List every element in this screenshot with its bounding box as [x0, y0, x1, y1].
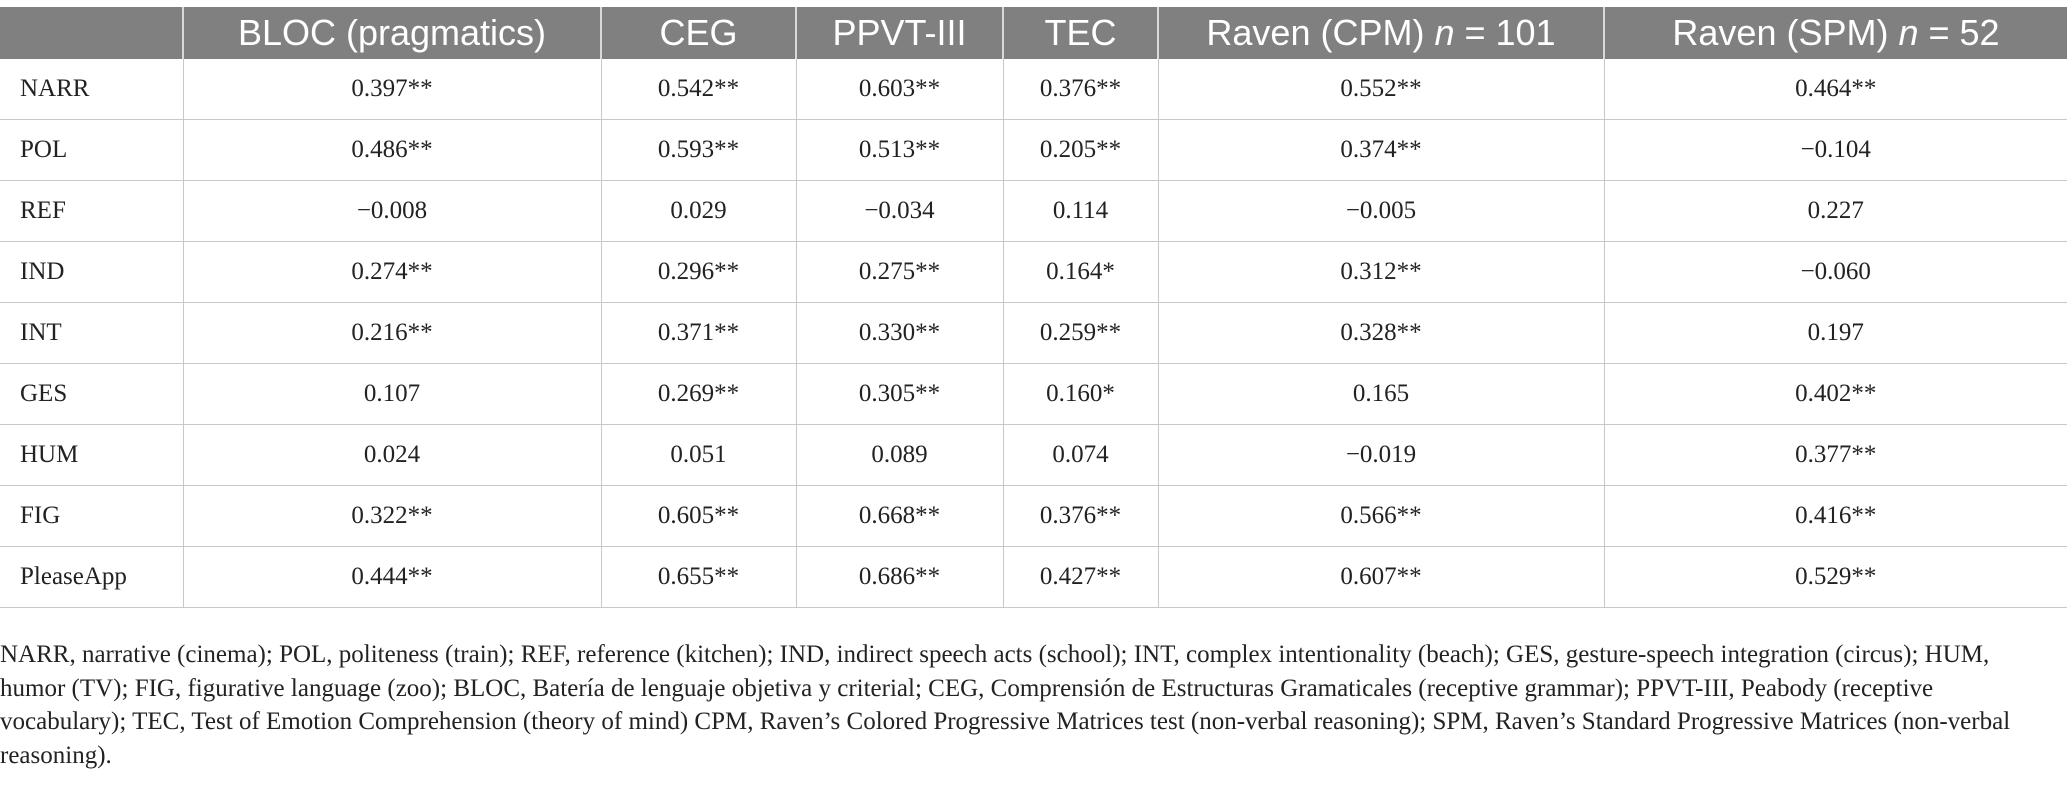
- row-label: INT: [0, 303, 183, 364]
- table-row: [0, 486, 2067, 547]
- table-cell: 0.464**: [1604, 59, 2067, 120]
- table-row: [0, 181, 2067, 242]
- row-label: FIG: [0, 486, 183, 547]
- table-cell: 0.371**: [601, 303, 796, 364]
- table-cell: 0.114: [1003, 181, 1158, 242]
- table-row: [0, 303, 2067, 364]
- table-cell: 0.376**: [1003, 59, 1158, 120]
- table-row: [0, 242, 2067, 303]
- header-text: CEG: [659, 12, 738, 53]
- table-row: [0, 547, 2067, 608]
- table-cell: 0.322**: [183, 486, 601, 547]
- table-cell: 0.444**: [183, 547, 601, 608]
- table-cell: −0.104: [1604, 120, 2067, 181]
- header-suffix: = 52: [1918, 12, 2000, 53]
- table-cell: 0.107: [183, 364, 601, 425]
- table-cell: 0.275**: [796, 242, 1003, 303]
- header-text: Raven (CPM): [1206, 12, 1435, 53]
- table-cell: 0.668**: [796, 486, 1003, 547]
- table-cell: 0.274**: [183, 242, 601, 303]
- table-cell: 0.607**: [1158, 547, 1604, 608]
- table-cell: 0.328**: [1158, 303, 1604, 364]
- header-text: PPVT-III: [832, 12, 967, 53]
- row-label: NARR: [0, 59, 183, 120]
- row-label: HUM: [0, 425, 183, 486]
- table-cell: 0.566**: [1158, 486, 1604, 547]
- table-body: [0, 59, 2067, 608]
- table-cell: 0.216**: [183, 303, 601, 364]
- table-cell: 0.552**: [1158, 59, 1604, 120]
- row-label: GES: [0, 364, 183, 425]
- header-cell-raven-cpm: [1158, 7, 1604, 59]
- table-cell: 0.205**: [1003, 120, 1158, 181]
- table-cell: 0.513**: [796, 120, 1003, 181]
- header-cell-raven-spm: [1604, 7, 2067, 59]
- header-cell-bloc: [183, 7, 601, 59]
- table-cell: 0.655**: [601, 547, 796, 608]
- header-cell-ppvt: [796, 7, 1003, 59]
- table-cell: 0.259**: [1003, 303, 1158, 364]
- table-cell: 0.486**: [183, 120, 601, 181]
- table-cell: 0.089: [796, 425, 1003, 486]
- header-cell-ceg: [601, 7, 796, 59]
- table-header: [0, 7, 2067, 59]
- table-cell: 0.269**: [601, 364, 796, 425]
- table-cell: 0.160*: [1003, 364, 1158, 425]
- header-cell-tec: [1003, 7, 1158, 59]
- table-cell: 0.376**: [1003, 486, 1158, 547]
- row-label: IND: [0, 242, 183, 303]
- table-cell: 0.397**: [183, 59, 601, 120]
- header-suffix: = 101: [1454, 12, 1556, 53]
- table-cell: 0.165: [1158, 364, 1604, 425]
- table-footnote: NARR, narrative (cinema); POL, politeness (train); REF, reference (kitchen); IND, indirect speech acts (school); INT, complex intentionality (beach); GES, gesture-speech integration (circus); HUM, humor (TV); FIG, figurative language (zoo); BLOC, Batería de lenguaje objetiva y criterial; CEG, Comprensión de Estructuras Gramaticales (receptive grammar); PPVT-III, Peabody (receptive vocabulary); TEC, Test of Emotion Comprehension (theory of mind) CPM, Raven’s Colored Progressive Matrices test (non-verbal reasoning); SPM, Raven’s Standard Progressive Matrices (non-verbal reasoning).: [0, 641, 2011, 769]
- header-cell-0: [0, 7, 183, 59]
- table-cell: 0.197: [1604, 303, 2067, 364]
- table-cell: 0.416**: [1604, 486, 2067, 547]
- row-label: POL: [0, 120, 183, 181]
- table-cell: 0.164*: [1003, 242, 1158, 303]
- table-cell: −0.019: [1158, 425, 1604, 486]
- table-cell: 0.542**: [601, 59, 796, 120]
- header-n: n: [1898, 12, 1919, 53]
- header-row: [0, 7, 2067, 59]
- header-text: TEC: [1044, 12, 1117, 53]
- row-label: REF: [0, 181, 183, 242]
- table-cell: 0.330**: [796, 303, 1003, 364]
- table-cell: 0.605**: [601, 486, 796, 547]
- table-row: [0, 425, 2067, 486]
- table-cell: 0.603**: [796, 59, 1003, 120]
- table-cell: 0.051: [601, 425, 796, 486]
- table-cell: −0.060: [1604, 242, 2067, 303]
- table-cell: 0.374**: [1158, 120, 1604, 181]
- table-row: [0, 120, 2067, 181]
- table-cell: 0.029: [601, 181, 796, 242]
- table-row: [0, 59, 2067, 120]
- row-label: PleaseApp: [0, 547, 183, 608]
- table-cell: 0.312**: [1158, 242, 1604, 303]
- header-n: n: [1434, 12, 1455, 53]
- table-cell: 0.305**: [796, 364, 1003, 425]
- table-cell: 0.686**: [796, 547, 1003, 608]
- table-cell: 0.227: [1604, 181, 2067, 242]
- table-cell: 0.427**: [1003, 547, 1158, 608]
- table-cell: 0.529**: [1604, 547, 2067, 608]
- table-cell: 0.402**: [1604, 364, 2067, 425]
- table-row: [0, 364, 2067, 425]
- table-cell: 0.377**: [1604, 425, 2067, 486]
- table-cell: 0.074: [1003, 425, 1158, 486]
- correlation-table: [0, 7, 2067, 608]
- header-text: Raven (SPM): [1672, 12, 1899, 53]
- table-cell: 0.024: [183, 425, 601, 486]
- table-cell: −0.008: [183, 181, 601, 242]
- table-cell: 0.593**: [601, 120, 796, 181]
- table-cell: −0.005: [1158, 181, 1604, 242]
- table-cell: −0.034: [796, 181, 1003, 242]
- table-cell: 0.296**: [601, 242, 796, 303]
- header-text: BLOC (pragmatics): [237, 12, 547, 53]
